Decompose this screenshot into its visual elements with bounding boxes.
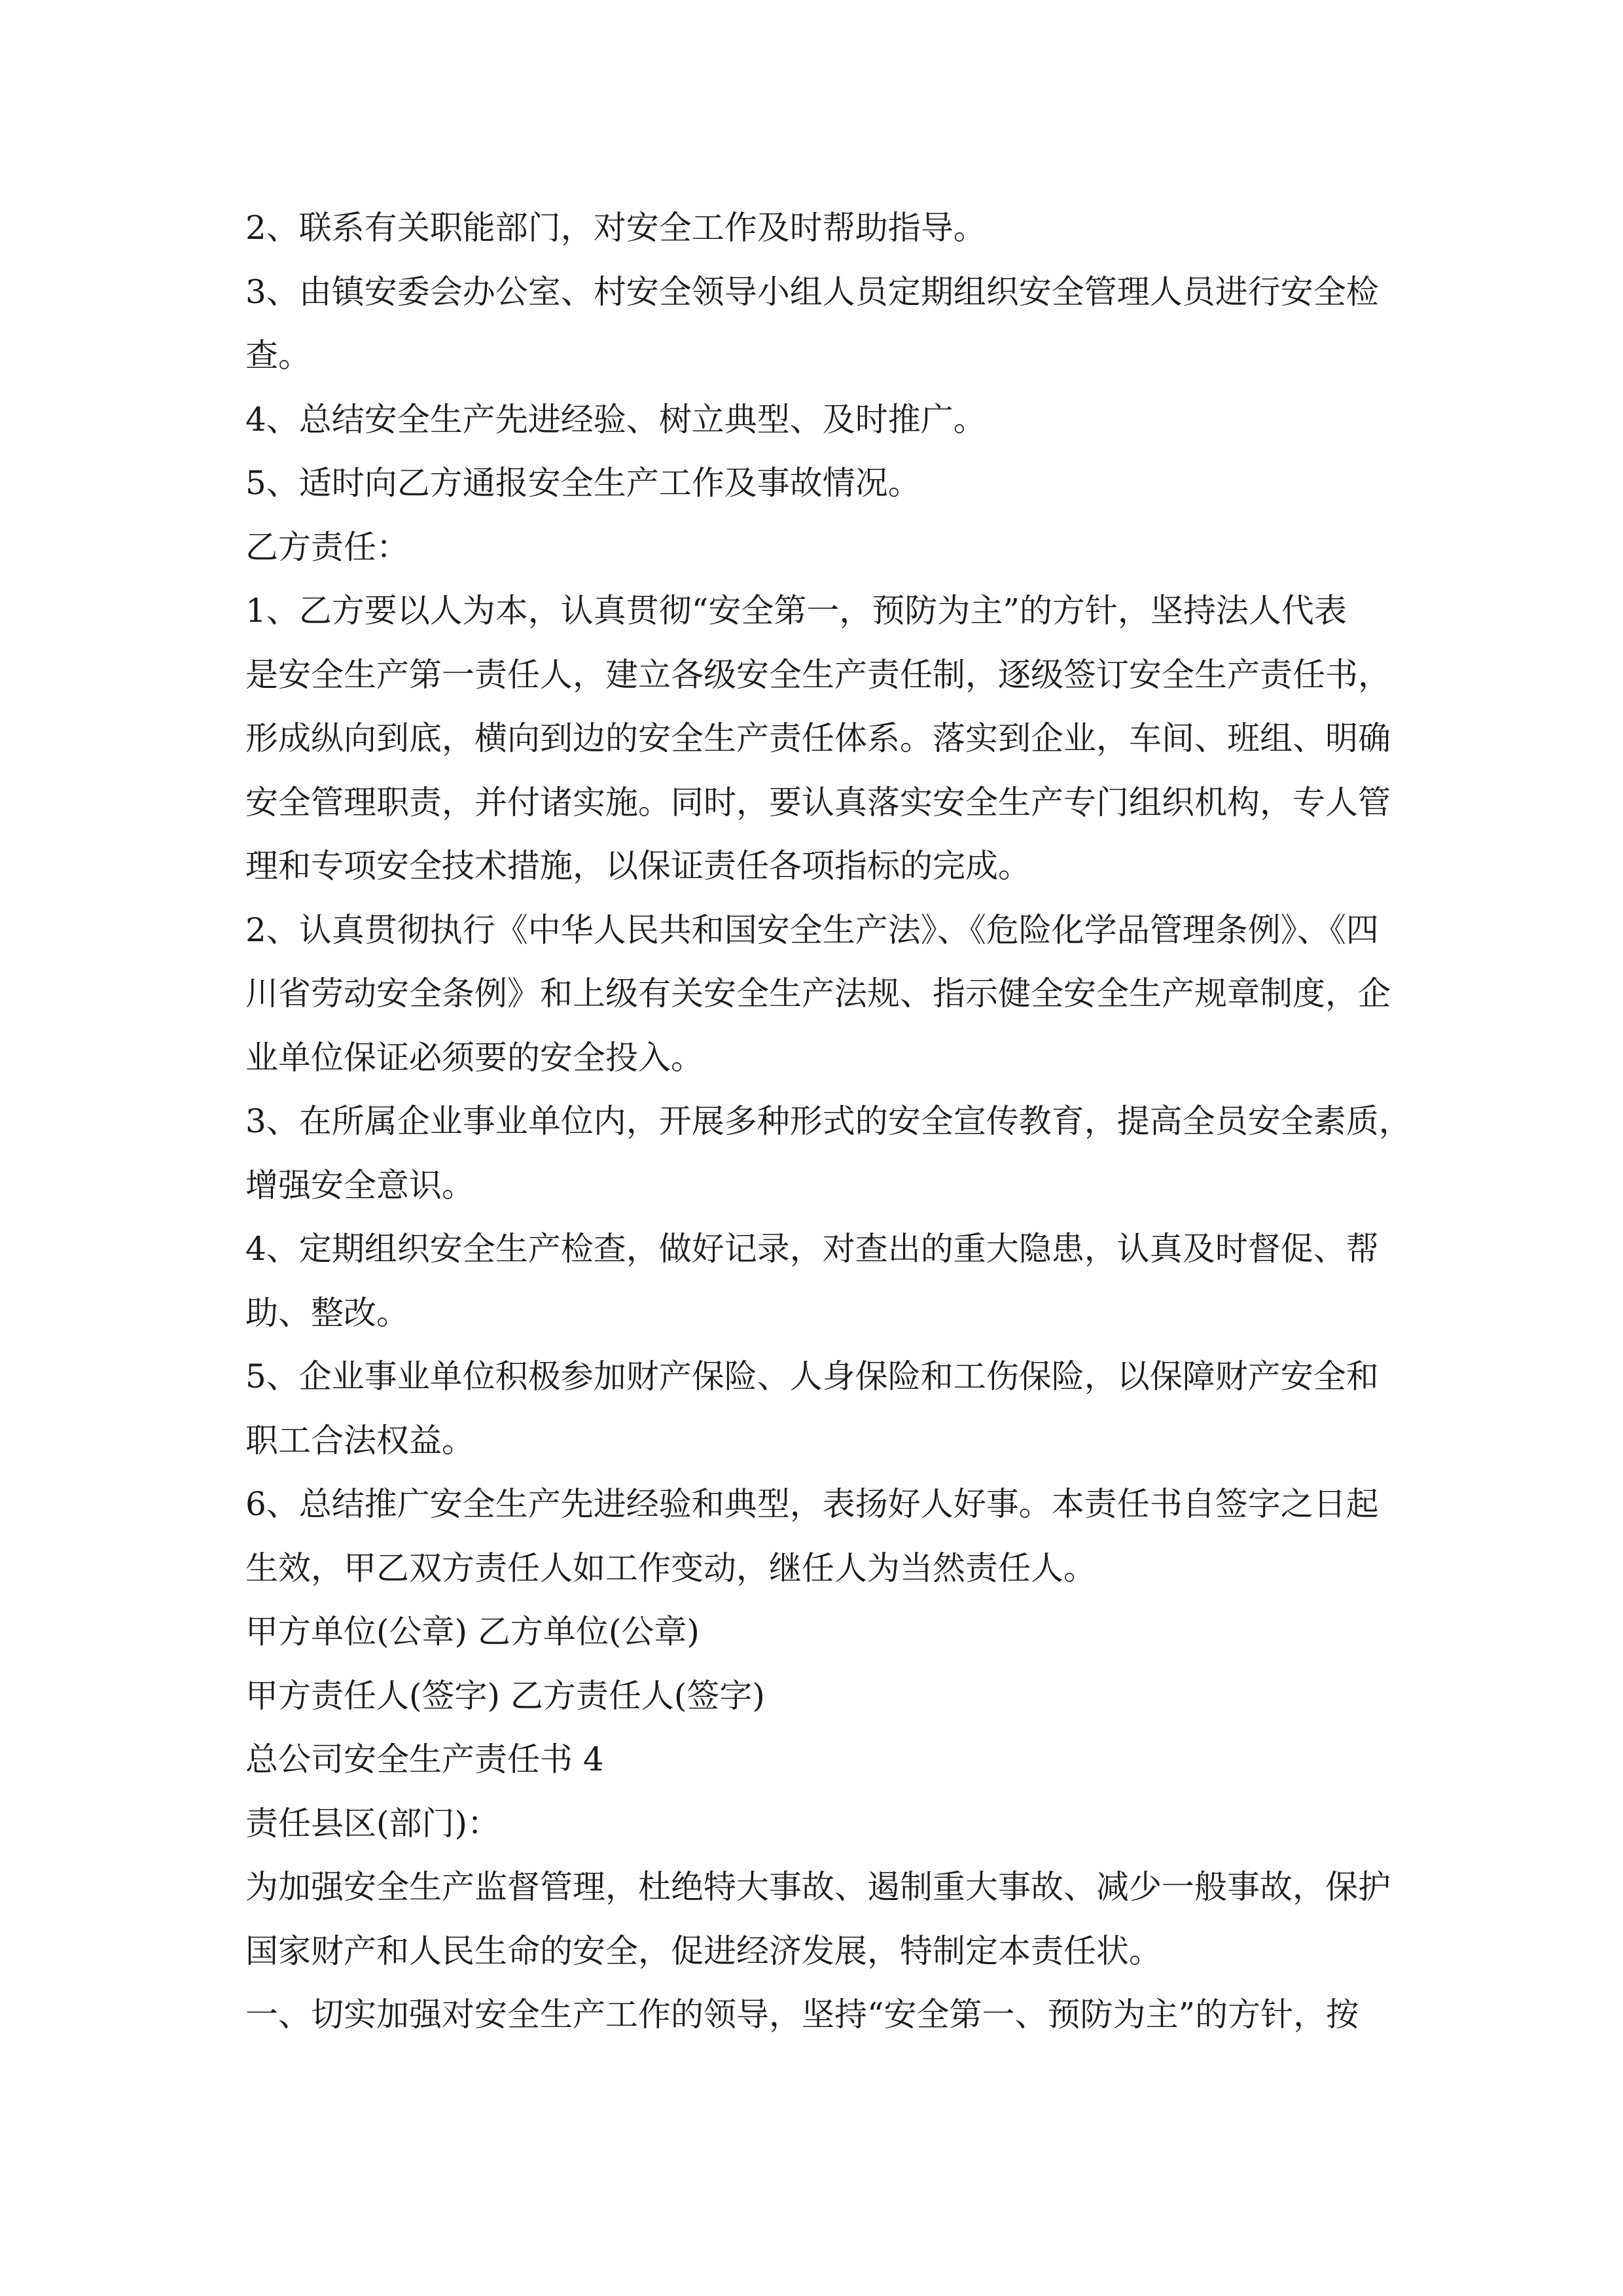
text-line: 4、总结安全生产先进经验、树立典型、及时推广。 bbox=[245, 400, 986, 439]
section-heading: 乙方责任： bbox=[245, 528, 409, 566]
text-line: 2、认真贯彻执行《中华人民共和国安全生产法》、《危险化学品管理条例》、《四 bbox=[245, 910, 1379, 949]
text-line: 5、适时向乙方通报安全生产工作及事故情况。 bbox=[245, 464, 921, 502]
text-line: 形成纵向到底，横向到边的安全生产责任体系。落实到企业，车间、班组、明确 bbox=[245, 719, 1391, 757]
text-line: 6、总结推广安全生产先进经验和典型，表扬好人好事。本责任书自签字之日起 bbox=[245, 1485, 1379, 1523]
text-line: 助、整改。 bbox=[245, 1293, 409, 1332]
text-line: 3、由镇安委会办公室、村安全领导小组人员定期组织安全管理人员进行安全检 bbox=[245, 272, 1379, 311]
text-line: 理和专项安全技术措施，以保证责任各项指标的完成。 bbox=[245, 847, 1031, 885]
text-line: 生效，甲乙双方责任人如工作变动，继任人为当然责任人。 bbox=[245, 1549, 1096, 1587]
addressee-line: 责任县区(部门)： bbox=[245, 1804, 501, 1842]
signature-seal-line: 甲方单位(公章) 乙方单位(公章) bbox=[245, 1613, 700, 1651]
text-line: 国家财产和人民生命的安全，促进经济发展，特制定本责任状。 bbox=[245, 1931, 1162, 1970]
document-body bbox=[245, 196, 1412, 2047]
signature-name-line: 甲方责任人(签字) 乙方责任人(签字) bbox=[245, 1676, 765, 1715]
text-line: 职工合法权益。 bbox=[245, 1421, 474, 1460]
text-line: 查。 bbox=[245, 336, 311, 374]
text-line: 安全管理职责，并付诸实施。同时，要认真落实安全生产专门组织机构，专人管 bbox=[245, 783, 1391, 821]
text-line: 业单位保证必须要的安全投入。 bbox=[245, 1038, 704, 1077]
text-line: 是安全生产第一责任人，建立各级安全生产责任制，逐级签订安全生产责任书， bbox=[245, 655, 1391, 694]
text-line: 4、定期组织安全生产检查，做好记录，对查出的重大隐患，认真及时督促、帮 bbox=[245, 1230, 1379, 1268]
text-line: 川省劳动安全条例》和上级有关安全生产法规、指示健全安全生产规章制度，企 bbox=[245, 975, 1391, 1013]
text-line: 增强安全意识。 bbox=[245, 1166, 474, 1204]
text-line: 为加强安全生产监督管理，杜绝特大事故、遏制重大事故、减少一般事故，保护 bbox=[245, 1868, 1391, 1906]
text-line: 一、切实加强对安全生产工作的领导，坚持“安全第一、预防为主”的方针，按 bbox=[245, 1996, 1359, 2034]
text-line: 2、联系有关职能部门，对安全工作及时帮助指导。 bbox=[245, 209, 986, 247]
text-line: 3、在所属企业事业单位内，开展多种形式的安全宣传教育，提高全员安全素质， bbox=[245, 1102, 1412, 1140]
text-line: 1、乙方要以人为本，认真贯彻“安全第一，预防为主”的方针，坚持法人代表 bbox=[245, 592, 1347, 630]
text-line: 5、企业事业单位积极参加财产保险、人身保险和工伤保险，以保障财产安全和 bbox=[245, 1357, 1379, 1395]
document-title: 总公司安全生产责任书 4 bbox=[245, 1740, 604, 1778]
